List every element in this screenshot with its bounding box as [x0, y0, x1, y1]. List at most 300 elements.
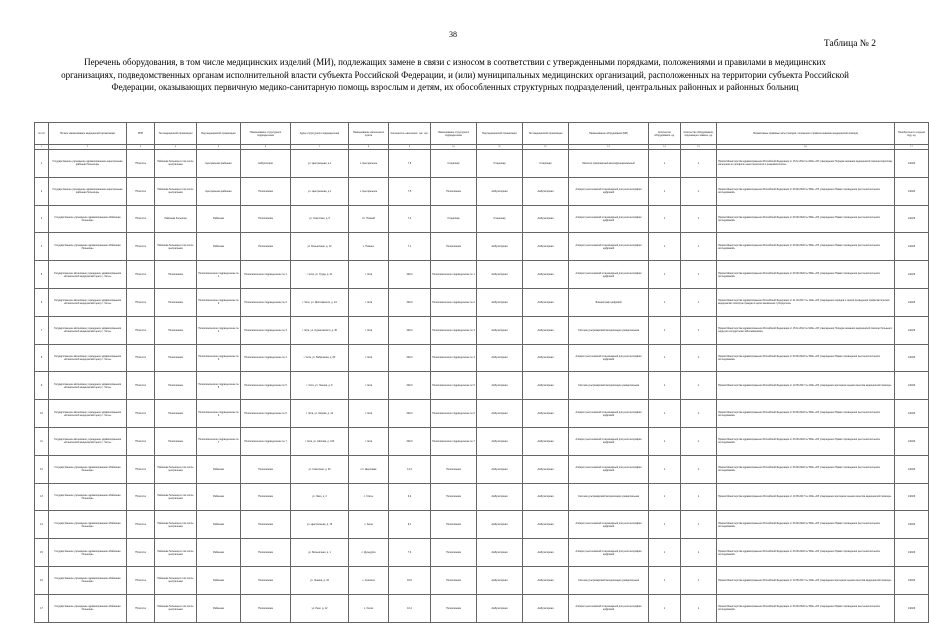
table-cell: с. Нижнее	[349, 233, 389, 261]
table-cell: Государственное учреждение здравоохранения «Районная больница»	[49, 594, 127, 622]
column-header: Количество оборудования, подлежащего замене, ед.	[681, 123, 717, 145]
table-cell: Поликлиника	[155, 261, 197, 289]
table-cell: Амбулаторная	[523, 261, 569, 289]
table-cell: 75xxxxxxx	[127, 261, 155, 289]
table-cell: Поликлиника	[155, 427, 197, 455]
column-number: 6	[241, 145, 291, 150]
column-number: 11	[477, 145, 523, 150]
table-cell: Приказ Министерства здравоохранения Российской Федерации от 09.06.2020 № 560н «Об утверждении Правил проведения рентгенологических исследований»	[717, 455, 895, 483]
table-cell: Приказ Министерства здравоохранения Российской Федерации от 09.06.2020 № 560н «Об утверждении Правил проведения рентгенологических исследований»	[717, 344, 895, 372]
table-cell: Поликлиника	[431, 566, 477, 594]
table-row	[35, 177, 929, 205]
table-cell: Районная больница в том числе центральная	[155, 483, 197, 511]
table-row	[35, 288, 929, 316]
table-cell: Приказ Министерства здравоохранения Российской Федерации от 09.06.2020 № 560н «Об утверждении Правил проведения рентгенологических исследований»	[717, 261, 895, 289]
table-cell: 11	[35, 427, 49, 455]
table-cell: 14,3	[389, 455, 431, 483]
table-cell: ул. Советская, д. 5	[291, 205, 349, 233]
column-header: ИНН	[127, 123, 155, 145]
table-cell: 2	[35, 177, 49, 205]
column-header: Наименование оборудования (МИ)	[569, 123, 649, 145]
table-cell: с. Агинское	[349, 566, 389, 594]
table-cell: Монитор прикроватный многофункциональный	[569, 150, 649, 178]
table-cell: Поликлиническое подразделение № 7	[197, 427, 241, 455]
table-cell: Районная	[197, 455, 241, 483]
table-cell: ул. Лазо, д. 3	[291, 483, 349, 511]
table-cell: Поликлиника	[431, 594, 477, 622]
table-cell: 1/2023	[895, 594, 929, 622]
column-number: 3	[127, 145, 155, 150]
table-cell: Государственное учреждение здравоохранения «Районная больница»	[49, 455, 127, 483]
table-cell: Поликлиническое подразделение № 3	[431, 316, 477, 344]
table-cell: ул. Больничная, д. 1	[291, 539, 349, 567]
table-cell: Районная	[197, 594, 241, 622]
table-cell: Районная	[197, 483, 241, 511]
column-number: 4	[155, 145, 197, 150]
table-cell: Государственное учреждение здравоохранения «Центральная районная больница»	[49, 150, 127, 178]
table-cell: г. Чита	[349, 288, 389, 316]
table-row	[35, 150, 929, 178]
table-cell: 1	[681, 594, 717, 622]
table-cell: Поликлиника	[155, 372, 197, 400]
table-cell: Поликлиника	[431, 511, 477, 539]
table-row	[35, 511, 929, 539]
table-cell: 1/2023	[895, 483, 929, 511]
table-cell: 1	[681, 483, 717, 511]
table-cell: 4	[35, 233, 49, 261]
table-cell: Поликлиническое подразделение № 2	[197, 288, 241, 316]
table-cell: Районная	[197, 566, 241, 594]
table-cell: Амбулаторная	[477, 344, 523, 372]
table-cell: Поликлиническое подразделение № 2	[241, 288, 291, 316]
table-cell: 1	[649, 539, 681, 567]
table-cell: Аппарат рентгеновский стационарный для рентгенографии цифровой	[569, 344, 649, 372]
table-row	[35, 205, 929, 233]
table-cell: 1	[681, 400, 717, 428]
table-cell: Районная больница в том числе центральная	[155, 233, 197, 261]
table-cell: г. Чита, ул. Ленина, д. 8	[291, 372, 349, 400]
table-cell: Государственное автономное учреждение здравоохранения «Клинический медицинский центр г. Читы»	[49, 316, 127, 344]
table-cell: 1/2023	[895, 400, 929, 428]
table-cell: Центральная районная	[197, 150, 241, 178]
table-cell: с. Улёты	[349, 483, 389, 511]
table-cell: Районная	[197, 205, 241, 233]
table-cell: Амбулаторная	[523, 427, 569, 455]
table-cell: Поликлиника	[241, 205, 291, 233]
table-cell: г. Чита	[349, 400, 389, 428]
table-cell: Поликлиника	[241, 594, 291, 622]
table-cell: 8	[35, 344, 49, 372]
table-cell: 1	[681, 344, 717, 372]
table-cell: Государственное автономное учреждение здравоохранения «Клинический медицинский центр г. Читы»	[49, 372, 127, 400]
table-cell: 75xxxxxxx	[127, 483, 155, 511]
table-cell: Стационар	[477, 150, 523, 178]
table-cell: Районная больница в том числе центральная	[155, 594, 197, 622]
table-cell: Амбулаторная	[523, 372, 569, 400]
table-cell: 1	[681, 427, 717, 455]
table-cell: Амбулаторная	[523, 455, 569, 483]
page-number: 38	[449, 30, 457, 39]
table-cell: 1/2023	[895, 539, 929, 567]
table-cell: Поликлиническое подразделение № 4	[431, 344, 477, 372]
table-cell: Поликлиническое подразделение № 7	[431, 427, 477, 455]
table-cell: 1/2023	[895, 177, 929, 205]
table-cell: 1	[649, 233, 681, 261]
table-row	[35, 427, 929, 455]
table-cell: 15	[35, 539, 49, 567]
table-cell: Поликлиника	[155, 344, 197, 372]
table-row	[35, 372, 929, 400]
table-cell: Поликлиника	[241, 511, 291, 539]
table-cell: ул. Центральная, д.1	[291, 150, 349, 178]
table-cell: 1	[649, 150, 681, 178]
table-cell: 1	[681, 316, 717, 344]
table-cell: Стационар	[431, 150, 477, 178]
table-cell: Государственное учреждение здравоохранения «Центральная районная больница»	[49, 177, 127, 205]
table-cell: 1	[649, 372, 681, 400]
table-row	[35, 261, 929, 289]
table-cell: 8,1	[389, 511, 431, 539]
table-cell: Районная больница	[155, 205, 197, 233]
table-cell: 75xxxxxxx	[127, 316, 155, 344]
table-cell: г. Чита, ул. Курнатовского, д. 30	[291, 316, 349, 344]
table-cell: 12	[35, 455, 49, 483]
table-cell: г. Чита	[349, 316, 389, 344]
column-header: Вид медицинской организации	[197, 123, 241, 145]
table-cell: Поликлиническое подразделение № 6	[197, 400, 241, 428]
table-row	[35, 483, 929, 511]
table-cell: 1	[649, 511, 681, 539]
table-cell: Поликлиническое подразделение № 1	[197, 261, 241, 289]
table-cell: 1	[649, 316, 681, 344]
table-cell: с. Центральное	[349, 150, 389, 178]
table-cell: Амбулаторная	[477, 594, 523, 622]
table-cell: г. Чита	[349, 372, 389, 400]
table-cell: Поликлиника	[431, 177, 477, 205]
table-cell: 7	[35, 316, 49, 344]
table-cell: 6	[35, 288, 49, 316]
table-cell: Поликлиника	[241, 177, 291, 205]
table-cell: 1	[649, 177, 681, 205]
column-header: Вид медицинской организации	[477, 123, 523, 145]
table-cell: 349,0	[389, 288, 431, 316]
table-cell: 7,4	[389, 205, 431, 233]
table-cell: г. Чита, ул. Бабушкина, д. 60	[291, 344, 349, 372]
column-header: Наименование населенного пункта	[349, 123, 389, 145]
table-cell: пгт. Нижний	[349, 205, 389, 233]
table-cell: Районная больница в том числе центральная	[155, 455, 197, 483]
table-cell: Государственное учреждение здравоохранения «Районная больница»	[49, 539, 127, 567]
column-header: № п/п	[35, 123, 49, 145]
table-cell: г. Чита, ул. Шилова, д. 100	[291, 427, 349, 455]
table-cell: Амбулаторная	[477, 372, 523, 400]
table-cell: с. Дульдурга	[349, 539, 389, 567]
table-cell: 1	[681, 455, 717, 483]
table-cell: 6,2	[389, 483, 431, 511]
table-cell: Аппарат рентгеновский стационарный для рентгенографии цифровой	[569, 261, 649, 289]
table-cell: ул. Центральная, д. 15	[291, 511, 349, 539]
table-cell: Приказ Министерства здравоохранения Российской Федерации от 09.06.2020 № 560н «Об утверждении Правил проведения рентгенологических исследований»	[717, 205, 895, 233]
table-cell: 1/2023	[895, 566, 929, 594]
table-cell: Поликлиника	[241, 483, 291, 511]
table-row	[35, 344, 929, 372]
table-cell: Амбулаторная	[477, 316, 523, 344]
table-cell: Приказ Министерства здравоохранения Российской Федерации от 09.06.2020 № 560н «Об утверждении Правил проведения рентгенологических исследований»	[717, 511, 895, 539]
table-cell: Государственное учреждение здравоохранения «Районная больница»	[49, 511, 127, 539]
table-cell: 1/2023	[895, 455, 929, 483]
table-cell: Поликлиника	[431, 539, 477, 567]
table-cell: 75xxxxxxx	[127, 511, 155, 539]
table-cell: 1/2023	[895, 316, 929, 344]
table-cell: 1/2023	[895, 288, 929, 316]
column-number: 12	[523, 145, 569, 150]
table-cell: 9	[35, 372, 49, 400]
table-cell: ул. Советская, д. 26	[291, 455, 349, 483]
table-cell: 1/2023	[895, 344, 929, 372]
table-cell: 1	[681, 539, 717, 567]
column-header: Наименование структурного подразделения	[431, 123, 477, 145]
table-cell: Аппарат рентгеновский стационарный для рентгенографии цифровой	[569, 455, 649, 483]
table-cell: Районная больница в том числе центральная	[155, 511, 197, 539]
table-cell: Система ультразвуковой визуализации универсальная	[569, 316, 649, 344]
column-number: 2	[49, 145, 127, 150]
table-cell: Поликлиническое подразделение № 5	[241, 372, 291, 400]
table-cell: Поликлиническое подразделение № 4	[197, 344, 241, 372]
table-cell: Аппарат рентгеновский стационарный для рентгенографии цифровой	[569, 594, 649, 622]
table-cell: Стационар	[477, 205, 523, 233]
table-cell: Поликлиника	[431, 455, 477, 483]
table-row	[35, 233, 929, 261]
table-cell: Районная больница в том числе центральная	[155, 539, 197, 567]
table-cell: 16	[35, 566, 49, 594]
table-cell: 75xxxxxxx	[127, 427, 155, 455]
table-cell: Система ультразвуковой визуализации универсальная	[569, 566, 649, 594]
table-cell: 1	[649, 288, 681, 316]
column-header: Количество оборудования, ед.	[649, 123, 681, 145]
table-cell: 14	[35, 511, 49, 539]
table-cell: Аппарат рентгеновский стационарный для рентгенографии цифровой	[569, 205, 649, 233]
table-cell: Амбулаторная	[523, 316, 569, 344]
table-cell: Приказ Министерства здравоохранения Российской Федерации от 10.05.2017 № 203н «Об утверждении критериев оценки качества медицинской помощи»	[717, 566, 895, 594]
table-cell: Амбулаторная	[477, 483, 523, 511]
table-cell: Система ультразвуковой визуализации универсальная	[569, 372, 649, 400]
table-label: Таблица № 2	[823, 39, 876, 49]
table-cell: Приказ Министерства здравоохранения Российской Федерации от 15.11.2012 № 919н «Об утверждении Порядка оказания медицинской помощи взрослому населению по профилю «анестезиология и реаниматология»	[717, 150, 895, 178]
table-cell: 1	[681, 150, 717, 178]
table-cell: 1	[681, 372, 717, 400]
table-cell: Поликлиническое подразделение № 2	[431, 288, 477, 316]
table-cell: 1	[681, 177, 717, 205]
column-header: Тип медицинской организации	[523, 123, 569, 145]
column-number: 17	[895, 145, 929, 150]
table-cell: Амбулаторная	[523, 233, 569, 261]
table-cell: Центральная районная	[197, 177, 241, 205]
table-cell: 349,0	[389, 344, 431, 372]
table-cell: 75xxxxxxx	[127, 400, 155, 428]
table-cell: Поликлиническое подразделение № 5	[197, 372, 241, 400]
table-cell: 1	[649, 483, 681, 511]
table-cell: Приказ Министерства здравоохранения Российской Федерации от 09.06.2020 № 560н «Об утверждении Правил проведения рентгенологических исследований»	[717, 539, 895, 567]
table-cell: ул. Центральная, д.1	[291, 177, 349, 205]
column-header: Наименование структурного подразделения	[241, 123, 291, 145]
table-cell: Поликлиника	[241, 233, 291, 261]
table-cell: с. Хилок	[349, 594, 389, 622]
document-title: Перечень оборудования, в том числе медицинских изделий (МИ), подлежащих замене в связи с износом в соответствии с утвержденными порядками, положениями и правилами в медицинских организациях, подведомственных органам исполнительной власти субъекта Российской Федерации, и (или) муниципальных медицинских организаций, расположенных на территории субъекта Российской Федерации, оказывающих первичную медико-санитарную помощь взрослым и детям, их обособленных структурных подразделений, центральных районных и районных больниц	[61, 57, 849, 93]
table-cell: 1/2023	[895, 233, 929, 261]
table-cell: 10	[35, 400, 49, 428]
table-cell: 3	[35, 205, 49, 233]
table-cell: Районная больница в том числе центральная	[155, 566, 197, 594]
table-cell: Поликлиника	[241, 539, 291, 567]
table-cell: 75xxxxxxx	[127, 205, 155, 233]
table-cell: Амбулаторная	[477, 455, 523, 483]
table-cell: Аппарат рентгеновский стационарный для рентгенографии цифровой	[569, 233, 649, 261]
table-cell: г. Чита, ул. Кирова, д. 14	[291, 400, 349, 428]
table-cell: ул. Ленина, д. 44	[291, 566, 349, 594]
column-header: Тип медицинской организации	[155, 123, 197, 145]
column-header: Приобретено в текущем году, ед.	[895, 123, 929, 145]
table-cell: Районная	[197, 539, 241, 567]
table-cell: 17	[35, 594, 49, 622]
table-cell: 1/2023	[895, 511, 929, 539]
table-cell: 349,0	[389, 372, 431, 400]
table-cell: с. Акша	[349, 511, 389, 539]
table-cell: г. Чита	[349, 344, 389, 372]
column-number: 14	[649, 145, 681, 150]
column-number: 15	[681, 145, 717, 150]
column-header: Численность населения, тыс. чел.	[389, 123, 431, 145]
table-cell: 75xxxxxxx	[127, 566, 155, 594]
table-cell: Районная больница в том числе центральная	[155, 150, 197, 178]
table-cell: ул. Лазо, д. 12	[291, 594, 349, 622]
table-cell: Приказ Министерства здравоохранения Российской Федерации от 09.06.2020 № 560н «Об утверждении Правил проведения рентгенологических исследований»	[717, 177, 895, 205]
table-cell: 1	[681, 261, 717, 289]
table-cell: 75xxxxxxx	[127, 372, 155, 400]
table-cell: Государственное учреждение здравоохранения «Районная больница»	[49, 233, 127, 261]
table-cell: 1	[681, 511, 717, 539]
table-cell: Приказ Министерства здравоохранения Российской Федерации от 09.06.2020 № 560н «Об утверждении Правил проведения рентгенологических исследований»	[717, 233, 895, 261]
table-cell: 1	[681, 233, 717, 261]
column-number: 9	[389, 145, 431, 150]
table-cell: пгт. Шерловая	[349, 455, 389, 483]
table-cell: Амбулаторная	[477, 400, 523, 428]
table-cell: Аппарат рентгеновский стационарный для рентгенографии цифровой	[569, 539, 649, 567]
table-cell: Районная	[197, 511, 241, 539]
table-cell: 75xxxxxxx	[127, 177, 155, 205]
table-cell: г. Чита	[349, 261, 389, 289]
table-cell: Амбулаторная	[477, 511, 523, 539]
table-cell: 349,0	[389, 400, 431, 428]
column-header: Адрес структурного подразделения	[291, 123, 349, 145]
table-cell: Амбулаторная	[477, 177, 523, 205]
column-number: 7	[291, 145, 349, 150]
table-cell: Поликлиника	[155, 316, 197, 344]
table-cell: Поликлиническое подразделение № 4	[241, 344, 291, 372]
table-cell: 1	[649, 344, 681, 372]
table-cell: 75xxxxxxx	[127, 344, 155, 372]
table-cell: ул. Больничная, д. 12	[291, 233, 349, 261]
table-cell: Флюорограф цифровой	[569, 288, 649, 316]
table-cell: Стационар	[431, 205, 477, 233]
table-cell: Поликлиническое подразделение № 3	[241, 316, 291, 344]
table-cell: Районная больница в том числе центральная	[155, 177, 197, 205]
table-cell: Аппарат рентгеновский стационарный для рентгенографии цифровой	[569, 511, 649, 539]
table-cell: 13	[35, 483, 49, 511]
table-cell: Поликлиника	[241, 566, 291, 594]
table-cell: 349,0	[389, 261, 431, 289]
table-cell: Поликлиника	[155, 288, 197, 316]
table-cell: 10,4	[389, 594, 431, 622]
table-cell: Приказ Министерства здравоохранения Российской Федерации от 09.06.2020 № 560н «Об утверждении Правил проведения рентгенологических исследований»	[717, 594, 895, 622]
column-number: 8	[349, 145, 389, 150]
column-number: 16	[717, 145, 895, 150]
table-cell: г. Чита, ул. Ярославского, д. 24	[291, 288, 349, 316]
table-cell: Поликлиника	[431, 483, 477, 511]
table-cell: 1	[649, 261, 681, 289]
column-number: 5	[197, 145, 241, 150]
table-cell: Амбулаторная	[523, 177, 569, 205]
table-cell: Амбулаторная	[523, 566, 569, 594]
table-cell: Поликлиническое подразделение № 6	[241, 400, 291, 428]
column-number: 10	[431, 145, 477, 150]
equipment-table	[34, 122, 929, 623]
table-cell: Поликлиника	[241, 455, 291, 483]
table-cell: 1/2023	[895, 372, 929, 400]
table-cell: 1	[649, 427, 681, 455]
table-cell: Поликлиническое подразделение № 5	[431, 372, 477, 400]
table-cell: Приказ Министерства здравоохранения Российской Федерации от 10.05.2017 № 203н «Об утверждении критериев оценки качества медицинской помощи»	[717, 483, 895, 511]
table-row	[35, 455, 929, 483]
table-cell: 1	[649, 455, 681, 483]
table-cell: 1	[649, 400, 681, 428]
column-number: 13	[569, 145, 649, 150]
table-cell: 1	[649, 205, 681, 233]
table-row	[35, 566, 929, 594]
table-cell: Амбулаторная	[523, 511, 569, 539]
table-cell: 1/2023	[895, 150, 929, 178]
table-cell: Стационар	[523, 150, 569, 178]
table-cell: Государственное учреждение здравоохранения «Районная больница»	[49, 566, 127, 594]
table-cell: 75xxxxxxx	[127, 288, 155, 316]
table-cell: Аппарат рентгеновский стационарный для рентгенографии цифровой	[569, 400, 649, 428]
table-cell: Приказ Министерства здравоохранения Российской Федерации от 09.06.2020 № 560н «Об утверждении Правил проведения рентгенологических исследований»	[717, 427, 895, 455]
table-cell: 75xxxxxxx	[127, 455, 155, 483]
table-cell: Амбулаторная	[477, 539, 523, 567]
table-cell: 1	[649, 594, 681, 622]
table-cell: Государственное автономное учреждение здравоохранения «Клинический медицинский центр г. Читы»	[49, 344, 127, 372]
table-cell: Государственное автономное учреждение здравоохранения «Клинический медицинский центр г. Читы»	[49, 261, 127, 289]
table-row	[35, 316, 929, 344]
table-cell: 7,1	[389, 233, 431, 261]
table-cell: Государственное учреждение здравоохранения «Районная больница»	[49, 483, 127, 511]
table-cell: 75xxxxxxx	[127, 150, 155, 178]
table-cell: Районная	[197, 233, 241, 261]
table-cell: 7,5	[389, 177, 431, 205]
table-cell: 1	[35, 150, 49, 178]
table-cell: Приказ Министерства здравоохранения Российской Федерации от 15.11.2012 № 918н «Об утверждении Порядка оказания медицинской помощи больным с сердечно-сосудистыми заболеваниями»	[717, 316, 895, 344]
table-cell: г. Чита, ул. Труда, д. 21	[291, 261, 349, 289]
table-cell: 1/2023	[895, 261, 929, 289]
table-cell: Поликлиническое подразделение № 7	[241, 427, 291, 455]
table-cell: 1	[681, 566, 717, 594]
column-number: 1	[35, 145, 49, 150]
table-cell: Амбулаторная	[477, 261, 523, 289]
table-cell: 349,0	[389, 316, 431, 344]
table-cell: Аппарат рентгеновский стационарный для рентгенографии цифровой	[569, 427, 649, 455]
table-cell: Государственное автономное учреждение здравоохранения «Клинический медицинский центр г. Читы»	[49, 288, 127, 316]
table-cell: Амбулаторная	[477, 233, 523, 261]
table-cell: Аппарат рентгеновский стационарный для рентгенографии цифровой	[569, 177, 649, 205]
